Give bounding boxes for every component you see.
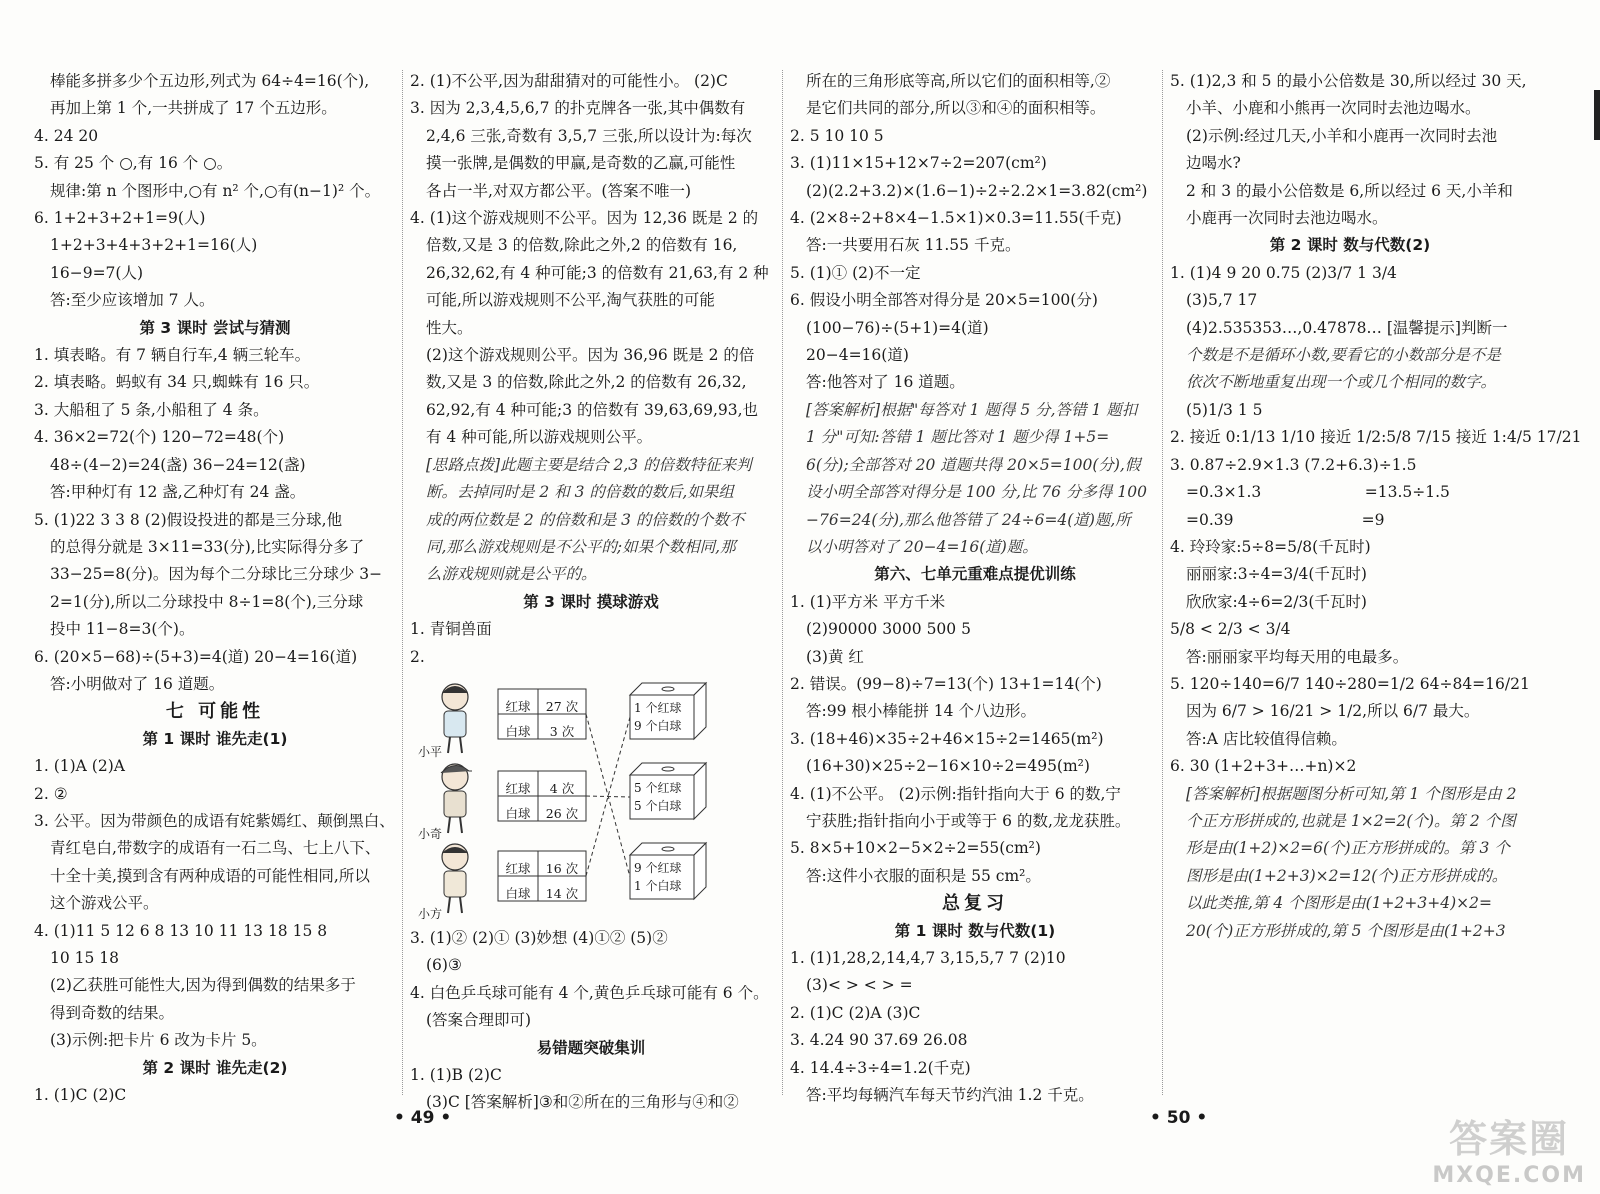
binding-mark [1594,90,1600,140]
answer-column-4 [1170,68,1582,945]
text-line: 1+2+3+4+3+2+1=16(人) [50,236,258,255]
match-lines [586,714,630,877]
text-line: 答:一共要用石灰 11.55 千克。 [806,236,1021,255]
text-line: 26,32,62,有 4 种可能;3 的倍数有 21,63,有 2 种 [426,263,769,282]
hint-line: 以此类推,第 4 个图形是由(1+2+3+4)×2= [1186,894,1492,913]
answer-column-2 [410,68,772,1117]
text-line: 2,4,6 三张,奇数有 3,5,7 三张,所以设计为:每次 [426,126,752,145]
column-divider [1162,70,1163,1095]
hint-line: [答案解析]根据"每答对 1 题得 5 分,答错 1 题扣 [806,400,1138,419]
text-line: 1. (1)平方米 平方千米 [790,592,946,611]
text-line: 丽丽家:3÷4=3/4(千瓦时) [1186,565,1367,584]
text-line: =0.3×1.3 =13.5÷1.5 [1186,483,1450,502]
box-contents [634,859,681,895]
column-divider [402,70,403,1095]
text-line: (16+30)×25÷2−16×10÷2=495(m²) [806,757,1090,776]
text-line: 2. 错误。(99−8)÷7=13(个) 13+1=14(个) [790,674,1102,693]
text-line: (3)5,7 17 [1186,291,1258,310]
lesson-heading: 第六、七单元重难点提优训练 [874,565,1076,584]
text-line: (答案合理即可) [426,1011,532,1030]
page-number-left: • 49 • [394,1108,452,1128]
text-line: 可能,所以游戏规则不公平,淘气获胜的可能 [426,291,715,310]
lesson-heading: 第 1 课时 数与代数(1) [894,921,1056,940]
text-line: 5. 120÷140=6/7 140÷280=1/2 64÷84=16/21 [1170,674,1530,693]
hint-line: [思路点拨]此题主要是结合 2,3 的倍数特征来判 [426,455,752,474]
text-line: 青红皂白,带数字的成语有一石二鸟、七上八下、 [50,839,381,858]
text-line: 小羊、小鹿和小熊再一次同时去池边喝水。 [1186,99,1481,118]
lesson-heading: 第 3 课时 尝试与猜测 [139,318,291,337]
text-line: 1. 填表略。有 7 辆自行车,4 辆三轮车。 [34,346,311,365]
hint-line: 同,那么游戏规则是不公平的;如果个数相同,那 [426,537,736,556]
text-line: 2. (1)C (2)A (3)C [790,1003,921,1022]
text-line: 答:至少应该增加 7 人。 [50,291,215,310]
text-line: 6. 假设小明全部答对得分是 20×5=100(分) [790,291,1098,310]
text-line: 10 15 18 [50,949,120,967]
text-line: 3. 因为 2,3,4,5,6,7 的扑克牌各一张,其中偶数有 [410,99,746,118]
column-divider [782,70,783,1095]
red-ball-label: 红球 [505,860,531,876]
text-line: 4. 玲玲家:5÷8=5/8(千瓦时) [1170,537,1371,556]
text-line: 各占一半,对双方都公平。(答案不唯一) [426,181,692,200]
text-line: (2)乙获胜可能性大,因为得到偶数的结果多于 [50,976,356,995]
red-count: 4 次 [549,780,575,796]
child-name-3: 小方 [418,906,443,921]
text-line: 再加上第 1 个,一共拼成了 17 个五边形。 [50,99,337,118]
text-line: 6. 30 (1+2+3+…+n)×2 [1170,757,1357,776]
text-line: 3. (1)11×15+12×7÷2=207(cm²) [790,154,1047,173]
text-line: 得到奇数的结果。 [50,1003,175,1022]
text-line: 20−4=16(道) [806,346,909,365]
text-line: 5. (1)2,3 和 5 的最小公倍数是 30,所以经过 30 天, [1170,72,1527,90]
text-line: 数,又是 3 的倍数,除此之外,2 的倍数有 26,32, [426,373,747,392]
hint-line: [答案解析]根据题图分析可知,第 1 个图形是由 2 [1186,784,1517,803]
text-line: 是它们共同的部分,所以③和④的面积相等。 [806,99,1106,118]
text-line: 答:丽丽家平均每天用的电最多。 [1186,647,1409,666]
text-line: 4. 白色乒乓球可能有 4 个,黄色乒乓球可能有 6 个。 [410,983,769,1002]
text-line: 33−25=8(分)。因为每个二分球比三分球少 3− [50,565,383,584]
box-white-count: 1 个白球 [634,878,682,893]
text-line: (3)黄 红 [806,647,864,666]
text-line: 4. 14.4÷3÷4=1.2(千克) [790,1058,971,1077]
text-line: 4. 36×2=72(个) 120−72=48(个) [34,428,285,447]
white-count: 14 次 [545,885,579,901]
lesson-heading: 易错题突破集训 [536,1038,646,1057]
hint-line: 个正方形拼成的,也就是 1×2=2(个)。第 2 个图 [1186,811,1516,830]
text-line: 5. 有 25 个 ○,有 16 个 ○。 [34,154,233,173]
lesson-heading: 第 2 课时 数与代数(2) [1269,236,1431,255]
text-line: 48÷(4−2)=24(盏) 36−24=12(盏) [50,455,306,474]
text-line: (2)示例:经过几天,小羊和小鹿再一次同时去池 [1186,126,1498,145]
text-line: 5. 8×5+10×2−5×2÷2=55(cm²) [790,839,1041,858]
ball-matching-figure [410,675,772,919]
white-count: 3 次 [549,723,575,739]
box-contents [634,779,681,815]
text-line: 62,92,有 4 种可能;3 的倍数有 39,63,69,93,也 [426,400,759,419]
hint-line: 个数是不是循环小数,要看它的小数部分是不是 [1186,346,1501,365]
text-line: 3. (1)② (2)① (3)妙想 (4)①② (5)② [410,928,668,947]
hint-line: 1 分"可知:答错 1 题比答对 1 题少得 1+5= [806,428,1110,447]
red-ball-label: 红球 [505,780,531,796]
text-line: 1. 青铜兽面 [410,620,492,639]
watermark-text: 答案圈 [1449,1117,1570,1161]
text-line: 答:他答对了 16 道题。 [806,373,965,392]
text-line: 4. (1)这个游戏规则不公平。因为 12,36 既是 2 的 [410,209,759,228]
child-name-2: 小奇 [418,826,443,841]
text-line: 6. 1+2+3+2+1=9(人) [34,209,206,228]
text-line: (4)2.535353…,0.47878… [温馨提示]判断一 [1186,318,1508,337]
text-line: 2. [410,647,425,666]
text-line: 答:A 店比较值得信赖。 [1186,729,1347,748]
text-line: 3. 公平。因为带颜色的成语有姹紫嫣红、颠倒黑白、 [34,811,395,830]
hint-line: 6(分);全部答对 20 道题共得 20×5=100(分),假 [806,455,1141,474]
page-number-right: • 50 • [1150,1108,1208,1128]
text-line: =0.39 =9 [1186,510,1385,529]
hint-line: 设小明全部答对得分是 100 分,比 76 分多得 100 [806,483,1147,502]
text-line: 所在的三角形底等高,所以它们的面积相等,② [806,72,1111,90]
text-line: 答:小明做对了 16 道题。 [50,674,225,693]
text-line: 2. ② [34,784,68,803]
child-name-1: 小平 [418,744,443,759]
box-contents [634,699,681,735]
hint-line: 么游戏规则就是公平的。 [426,565,597,584]
text-line: 1. (1)C (2)C [34,1086,127,1105]
text-line: 欣欣家:4÷6=2/3(千瓦时) [1186,592,1367,611]
lesson-heading: 第 2 课时 谁先走(2) [142,1058,288,1077]
text-line: 小鹿再一次同时去池边喝水。 [1186,209,1388,228]
text-line: 2=1(分),所以二分球投中 8÷1=8(个),三分球 [50,592,364,611]
box-white-count: 9 个白球 [634,718,682,733]
child-figure-1 [442,684,468,753]
text-line: 2. 5 10 10 5 [790,126,884,145]
text-line: 摸一张牌,是偶数的甲赢,是奇数的乙赢,可能性 [426,154,736,173]
text-line: 答:平均每辆汽车每天节约汽油 1.2 千克。 [806,1086,1094,1105]
answer-column-1 [34,68,396,1109]
text-line: 16−9=7(人) [50,263,144,282]
text-line: 1. (1)B (2)C [410,1065,502,1084]
text-line: 答:甲种灯有 12 盏,乙种灯有 24 盏。 [50,483,306,502]
hint-line: 20(个)正方形拼成的,第 5 个图形是由(1+2+3 [1186,921,1506,940]
lesson-heading: 第 3 课时 摸球游戏 [523,592,659,611]
text-line: 5/8 < 2/3 < 3/4 [1170,620,1291,639]
text-line: 6. (20×5−68)÷(5+3)=4(道) 20−4=16(道) [34,647,358,666]
text-line: (3)< > < > = [806,976,913,995]
text-line: 1. (1)4 9 20 0.75 (2)3/7 1 3/4 [1170,263,1397,282]
child-figure-2 [441,764,472,833]
text-line: (2)这个游戏规则公平。因为 36,96 既是 2 的倍 [426,346,755,365]
text-line: 这个游戏公平。 [50,894,159,913]
text-line: 投中 11−8=3(个)。 [50,620,195,639]
text-line: 1. (1)A (2)A [34,757,125,776]
red-count: 16 次 [545,860,579,876]
hint-line: −76=24(分),那么他答错了 24÷6=4(道)题,所 [806,510,1131,529]
hint-line: 断。去掉同时是 2 和 3 的倍数的数后,如果组 [426,483,734,502]
text-line: 5. (1)① (2)不一定 [790,263,921,282]
text-line: 规律:第 n 个图形中,○有 n² 个,○有(n−1)² 个。 [50,181,381,200]
text-line: 3. 大船租了 5 条,小船租了 4 条。 [34,400,269,419]
text-line: 的总得分就是 3×11=33(分),比实际得分多了 [50,537,365,556]
text-line: 倍数,又是 3 的倍数,除此之外,2 的倍数有 16, [426,236,738,255]
text-line: 棒能多拼多少个五边形,列式为 64÷4=16(个), [50,72,370,90]
hint-line: 图形是由(1+2+3)×2=12(个)正方形拼成的。 [1186,866,1508,885]
hint-line: 成的两位数是 2 的倍数和是 3 的倍数的个数不 [426,510,745,529]
match-line [586,796,630,797]
text-line: 4. 24 20 [34,126,99,145]
text-line: 4. (1)不公平。 (2)示例:指针指向大于 6 的数,宁 [790,784,1121,803]
text-line: 答:这件小衣服的面积是 55 cm²。 [806,866,1041,885]
section-heading: 总复习 [942,893,1008,915]
child-figure-3 [442,844,468,913]
box-red-count: 5 个红球 [634,780,682,795]
red-count: 27 次 [545,698,579,714]
hint-line: 依次不断地重复出现一个或几个相同的数字。 [1186,373,1497,392]
text-line: 3. (18+46)×35÷2+46×15÷2=1465(m²) [790,729,1104,748]
section-heading: 七 可能性 [165,701,265,723]
text-line: (3)示例:把卡片 6 改为卡片 5。 [50,1031,267,1050]
watermark-logo [1432,1108,1586,1188]
hint-line: 以小明答对了 20−4=16(道)题。 [806,537,1038,556]
text-line: 性大。 [426,318,473,337]
text-line: 边喝水? [1186,154,1241,173]
box-red-count: 9 个红球 [634,860,682,875]
white-ball-label: 白球 [505,885,531,901]
hint-line: 形是由(1+2)×2=6(个)正方形拼成的。第 3 个 [1186,839,1510,858]
answer-column-3 [790,68,1160,1109]
white-ball-label: 白球 [505,805,531,821]
text-line: 2 和 3 的最小公倍数是 6,所以经过 6 天,小羊和 [1186,181,1513,200]
text-line: 答:99 根小棒能拼 14 个八边形。 [806,702,1036,721]
text-line: 1. (1)1,28,2,14,4,7 3,15,5,7 7 (2)10 [790,949,1066,967]
text-line: 宁获胜;指针指向小于或等于 6 的数,龙龙获胜。 [806,811,1131,830]
lesson-heading: 第 1 课时 谁先走(1) [142,729,288,748]
text-line: 3. 4.24 90 37.69 26.08 [790,1031,968,1050]
text-line: (100−76)÷(5+1)=4(道) [806,318,989,337]
text-line: 4. (2×8÷2+8×4−1.5×1)×0.3=11.55(千克) [790,209,1122,228]
text-line: 十全十美,摸到含有两种成语的可能性相同,所以 [50,866,370,885]
watermark-url: MXQE.COM [1432,1163,1586,1188]
red-ball-label: 红球 [505,698,531,714]
white-ball-label: 白球 [505,723,531,739]
text-line: 2. 接近 0:1/13 1/10 接近 1/2:5/8 7/15 接近 1:4/5 17/21 [1170,428,1582,447]
text-line: (3)C [答案解析]③和②所在的三角形与④和② [426,1093,739,1112]
text-line: (2)90000 3000 500 5 [806,620,971,639]
text-line: 因为 6/7 > 16/21 > 1/2,所以 6/7 最大。 [1186,702,1480,721]
text-line: (2)(2.2+3.2)×(1.6−1)÷2÷2.2×1=3.82(cm²) [806,181,1148,200]
text-line: (5)1/3 1 5 [1186,400,1263,419]
text-line: 4. (1)11 5 12 6 8 13 10 11 13 18 15 8 [34,921,328,940]
text-line: 2. (1)不公平,因为甜甜猜对的可能性小。 (2)C [410,72,728,90]
text-line: 3. 0.87÷2.9×1.3 (7.2+6.3)÷1.5 [1170,455,1417,474]
text-line: (6)③ [426,956,462,975]
box-red-count: 1 个红球 [634,700,682,715]
text-line: 5. (1)22 3 3 8 (2)假设投进的都是三分球,他 [34,510,343,529]
box-white-count: 5 个白球 [634,798,682,813]
text-line: 有 4 种可能,所以游戏规则公平。 [426,428,653,447]
text-line: 2. 填表略。蚂蚁有 34 只,蜘蛛有 16 只。 [34,373,320,392]
white-count: 26 次 [545,805,579,821]
